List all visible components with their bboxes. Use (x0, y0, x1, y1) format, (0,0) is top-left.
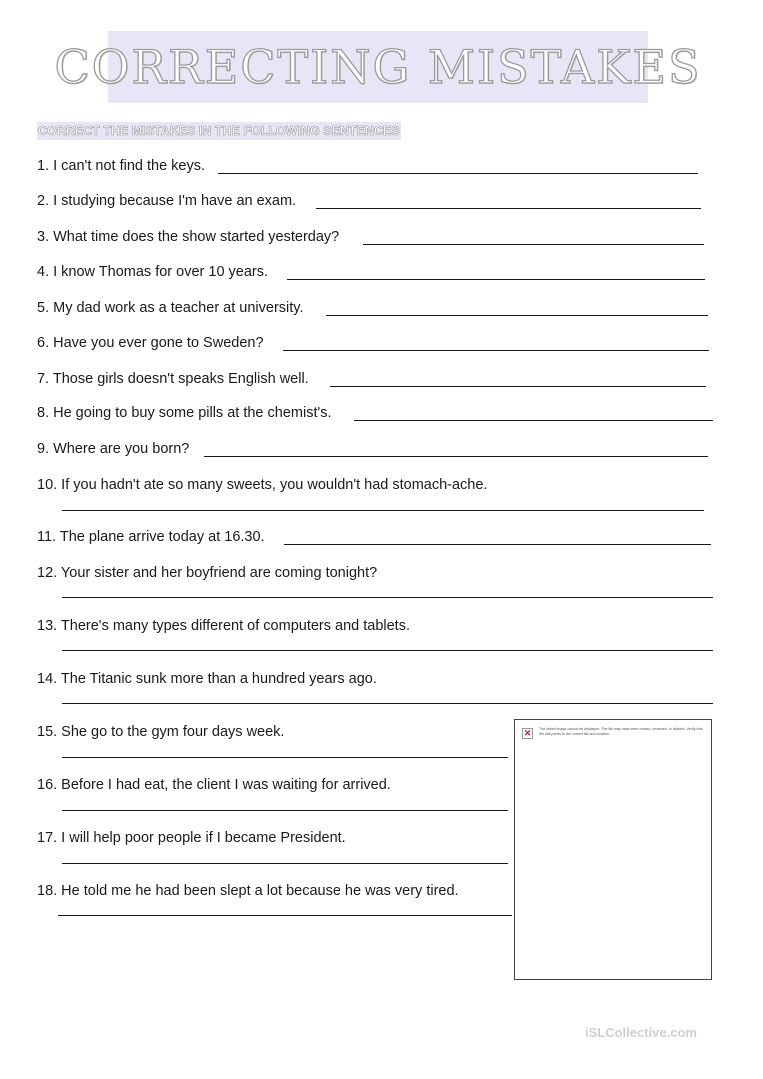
sentence-5: 5. My dad work as a teacher at university. (37, 300, 304, 316)
answer-line-10[interactable] (62, 510, 704, 511)
answer-line-5[interactable] (326, 315, 708, 316)
sentence-16: 16. Before I had eat, the client I was waiting for arrived. (37, 777, 391, 793)
answer-line-8[interactable] (354, 420, 713, 421)
broken-image-icon: ✕ (523, 728, 532, 738)
sentence-15: 15. She go to the gym four days week. (37, 724, 285, 740)
sentence-1: 1. I can't not find the keys. (37, 158, 206, 174)
sentence-10: 10. If you hadn't ate so many sweets, you wouldn't had stomach-ache. (37, 477, 488, 493)
answer-line-18[interactable] (58, 915, 512, 916)
title-banner (54, 31, 702, 103)
sentence-11: 11. The plane arrive today at 16.30. (37, 529, 265, 545)
answer-line-12[interactable] (62, 597, 713, 598)
answer-line-16[interactable] (62, 810, 508, 811)
answer-line-7[interactable] (330, 386, 706, 387)
answer-line-13[interactable] (62, 650, 713, 651)
answer-line-14[interactable] (62, 703, 713, 704)
sentence-18: 18. He told me he had been slept a lot because he was very tired. (37, 883, 459, 899)
answer-line-1[interactable] (218, 173, 698, 174)
sentence-12: 12. Your sister and her boyfriend are coming tonight? (37, 565, 378, 581)
sentence-8: 8. He going to buy some pills at the chemist's. (37, 405, 332, 421)
image-error-message: The linked image cannot be displayed. The file may have been moved, renamed, or deleted. Verify that the link points to the correct file and location. (539, 727, 703, 736)
instructions-heading: CORRECT THE MISTAKES IN THE FOLLOWING SENTENCES (38, 124, 400, 138)
answer-line-11[interactable] (284, 544, 711, 545)
sentence-14: 14. The Titanic sunk more than a hundred years ago. (37, 671, 377, 687)
answer-line-9[interactable] (204, 456, 708, 457)
sentence-4: 4. I know Thomas for over 10 years. (37, 264, 269, 280)
watermark: iSLCollective.com (585, 1025, 697, 1040)
sentence-13: 13. There's many types different of computers and tablets. (37, 618, 410, 634)
sentence-6: 6. Have you ever gone to Sweden? (37, 335, 264, 351)
answer-line-2[interactable] (316, 208, 701, 209)
answer-line-6[interactable] (283, 350, 709, 351)
answer-line-15[interactable] (62, 757, 508, 758)
sentence-2: 2. I studying because I'm have an exam. (37, 193, 297, 209)
sentence-17: 17. I will help poor people if I became President. (37, 830, 346, 846)
answer-line-17[interactable] (62, 863, 508, 864)
sentence-9: 9. Where are you born? (37, 441, 190, 457)
worksheet-title: CORRECTING MISTAKES (54, 40, 702, 94)
sentence-7: 7. Those girls doesn't speaks English well. (37, 371, 309, 387)
answer-line-4[interactable] (287, 279, 705, 280)
sentence-3: 3. What time does the show started yesterday? (37, 229, 340, 245)
image-placeholder (514, 719, 712, 980)
answer-line-3[interactable] (363, 244, 704, 245)
